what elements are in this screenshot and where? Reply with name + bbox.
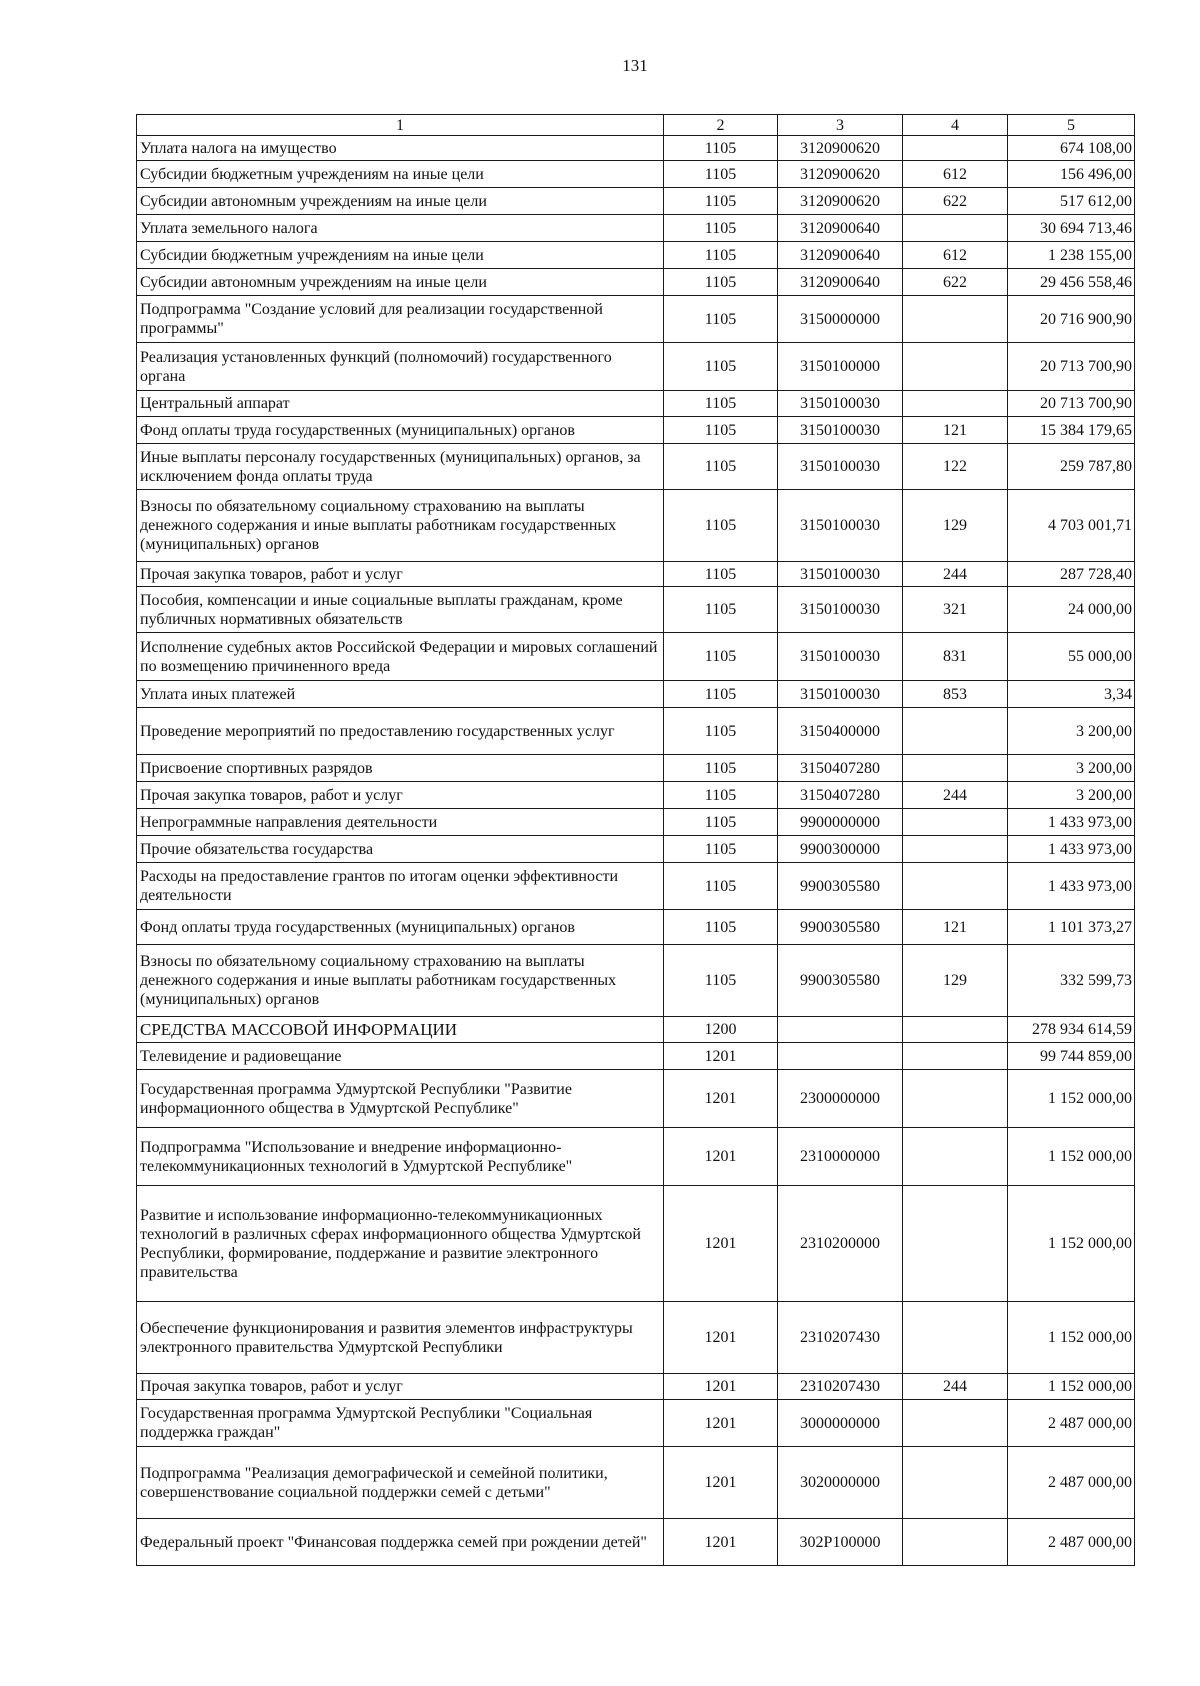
row-amount-cell: 517 612,00 — [1008, 188, 1135, 215]
row-type-cell: 622 — [903, 269, 1008, 296]
row-type-cell: 612 — [903, 242, 1008, 269]
row-section-cell: 1105 — [664, 215, 778, 242]
row-amount-cell: 1 152 000,00 — [1008, 1186, 1135, 1302]
row-target-cell: 3150100030 — [778, 490, 903, 562]
row-name-cell: Прочая закупка товаров, работ и услуг — [137, 782, 664, 809]
row-name-cell: Прочая закупка товаров, работ и услуг — [137, 1374, 664, 1400]
table-row — [137, 782, 1135, 809]
row-target-cell: 3150400000 — [778, 708, 903, 755]
row-target-cell: 2300000000 — [778, 1070, 903, 1128]
row-name-cell: Подпрограмма "Создание условий для реализации государственной программы" — [137, 296, 664, 343]
row-type-cell — [903, 1070, 1008, 1128]
table-header-row — [137, 115, 1135, 136]
row-name-cell: Иные выплаты персоналу государственных (муниципальных) органов, за исключением фонда оплаты труда — [137, 444, 664, 490]
row-amount-cell: 3 200,00 — [1008, 782, 1135, 809]
row-amount-cell: 1 152 000,00 — [1008, 1128, 1135, 1186]
row-type-cell — [903, 809, 1008, 836]
row-name-cell: Государственная программа Удмуртской Республики "Развитие информационного общества в Удмуртской Республике" — [137, 1070, 664, 1128]
row-type-cell — [903, 1186, 1008, 1302]
row-type-cell — [903, 1400, 1008, 1447]
table-row — [137, 1186, 1135, 1302]
table-row — [137, 562, 1135, 587]
row-name-cell: Подпрограмма "Использование и внедрение информационно-телекоммуникационных технологий в Удмуртской Республике" — [137, 1128, 664, 1186]
column-header-2: 2 — [664, 115, 778, 136]
row-type-cell — [903, 1519, 1008, 1566]
row-section-cell: 1105 — [664, 242, 778, 269]
table-row — [137, 863, 1135, 910]
row-target-cell: 3150100030 — [778, 562, 903, 587]
row-type-cell: 244 — [903, 1374, 1008, 1400]
row-target-cell: 9900305580 — [778, 945, 903, 1017]
table-row — [137, 136, 1135, 161]
table-row — [137, 1302, 1135, 1374]
table-row — [137, 215, 1135, 242]
row-target-cell: 3120900640 — [778, 242, 903, 269]
row-section-cell: 1201 — [664, 1400, 778, 1447]
row-target-cell: 3120900640 — [778, 269, 903, 296]
table-row — [137, 1447, 1135, 1519]
row-section-cell: 1105 — [664, 708, 778, 755]
table-row — [137, 444, 1135, 490]
row-section-cell: 1201 — [664, 1070, 778, 1128]
row-amount-cell: 2 487 000,00 — [1008, 1519, 1135, 1566]
row-name-cell: Фонд оплаты труда государственных (муниципальных) органов — [137, 417, 664, 444]
row-target-cell: 9900305580 — [778, 910, 903, 945]
row-name-cell: Пособия, компенсации и иные социальные выплаты гражданам, кроме публичных нормативных обязательств — [137, 587, 664, 633]
table-row — [137, 945, 1135, 1017]
row-name-cell: Исполнение судебных актов Российской Федерации и мировых соглашений по возмещению причиненного вреда — [137, 633, 664, 681]
row-target-cell: 302P100000 — [778, 1519, 903, 1566]
row-target-cell: 2310207430 — [778, 1302, 903, 1374]
row-name-cell: Реализация установленных функций (полномочий) государственного органа — [137, 343, 664, 391]
row-amount-cell: 15 384 179,65 — [1008, 417, 1135, 444]
row-section-cell: 1201 — [664, 1447, 778, 1519]
row-section-cell: 1201 — [664, 1519, 778, 1566]
row-type-cell — [903, 1302, 1008, 1374]
row-name-cell: Субсидии автономным учреждениям на иные цели — [137, 269, 664, 296]
row-section-cell: 1105 — [664, 296, 778, 343]
row-section-cell: 1200 — [664, 1017, 778, 1043]
column-header-3: 3 — [778, 115, 903, 136]
table-row — [137, 809, 1135, 836]
row-name-cell: Прочие обязательства государства — [137, 836, 664, 863]
row-amount-cell: 20 713 700,90 — [1008, 391, 1135, 417]
table-row — [137, 681, 1135, 708]
table-row — [137, 1043, 1135, 1070]
row-name-cell: Субсидии бюджетным учреждениям на иные цели — [137, 242, 664, 269]
row-amount-cell: 4 703 001,71 — [1008, 490, 1135, 562]
table-row — [137, 296, 1135, 343]
row-section-cell: 1105 — [664, 633, 778, 681]
row-type-cell: 853 — [903, 681, 1008, 708]
row-name-cell: Присвоение спортивных разрядов — [137, 755, 664, 782]
row-target-cell: 3150100030 — [778, 444, 903, 490]
row-name-cell: Подпрограмма "Реализация демографической и семейной политики, совершенствование социальной поддержки семей с детьми" — [137, 1447, 664, 1519]
row-section-cell: 1201 — [664, 1043, 778, 1070]
row-amount-cell: 287 728,40 — [1008, 562, 1135, 587]
table-row — [137, 1017, 1135, 1043]
row-type-cell — [903, 1447, 1008, 1519]
row-type-cell — [903, 863, 1008, 910]
row-section-cell: 1105 — [664, 136, 778, 161]
row-type-cell: 121 — [903, 910, 1008, 945]
table-row — [137, 1374, 1135, 1400]
row-section-cell: 1201 — [664, 1186, 778, 1302]
table-row — [137, 1400, 1135, 1447]
row-amount-cell: 1 433 973,00 — [1008, 836, 1135, 863]
row-type-cell: 121 — [903, 417, 1008, 444]
row-amount-cell: 1 433 973,00 — [1008, 809, 1135, 836]
row-name-cell: Фонд оплаты труда государственных (муниципальных) органов — [137, 910, 664, 945]
row-type-cell — [903, 343, 1008, 391]
row-amount-cell: 24 000,00 — [1008, 587, 1135, 633]
row-target-cell — [778, 1017, 903, 1043]
row-amount-cell: 20 713 700,90 — [1008, 343, 1135, 391]
row-section-cell: 1105 — [664, 562, 778, 587]
row-section-cell: 1201 — [664, 1128, 778, 1186]
table-row — [137, 417, 1135, 444]
row-name-cell: Прочая закупка товаров, работ и услуг — [137, 562, 664, 587]
row-section-cell: 1105 — [664, 417, 778, 444]
table-row — [137, 1070, 1135, 1128]
row-target-cell: 3150100030 — [778, 633, 903, 681]
table-row — [137, 910, 1135, 945]
row-section-cell: 1105 — [664, 343, 778, 391]
row-type-cell: 244 — [903, 782, 1008, 809]
row-amount-cell: 1 433 973,00 — [1008, 863, 1135, 910]
row-target-cell: 3150100030 — [778, 587, 903, 633]
row-type-cell — [903, 1043, 1008, 1070]
row-type-cell — [903, 755, 1008, 782]
row-name-cell: Федеральный проект "Финансовая поддержка семей при рождении детей" — [137, 1519, 664, 1566]
table-row — [137, 587, 1135, 633]
row-amount-cell: 259 787,80 — [1008, 444, 1135, 490]
row-amount-cell: 55 000,00 — [1008, 633, 1135, 681]
row-section-cell: 1105 — [664, 188, 778, 215]
row-amount-cell: 2 487 000,00 — [1008, 1400, 1135, 1447]
row-target-cell — [778, 1043, 903, 1070]
row-target-cell: 9900000000 — [778, 809, 903, 836]
row-target-cell: 2310200000 — [778, 1186, 903, 1302]
row-name-cell: Уплата налога на имущество — [137, 136, 664, 161]
row-name-cell: СРЕДСТВА МАССОВОЙ ИНФОРМАЦИИ — [137, 1017, 664, 1043]
row-name-cell: Уплата иных платежей — [137, 681, 664, 708]
row-section-cell: 1105 — [664, 755, 778, 782]
row-section-cell: 1201 — [664, 1302, 778, 1374]
row-name-cell: Взносы по обязательному социальному страхованию на выплаты денежного содержания и иные выплаты работникам государственных (муниципальных) органов — [137, 490, 664, 562]
row-section-cell: 1105 — [664, 444, 778, 490]
row-name-cell: Непрограммные направления деятельности — [137, 809, 664, 836]
table-row — [137, 242, 1135, 269]
row-target-cell: 3150100030 — [778, 391, 903, 417]
row-section-cell: 1105 — [664, 782, 778, 809]
table-row — [137, 755, 1135, 782]
row-name-cell: Центральный аппарат — [137, 391, 664, 417]
row-amount-cell: 29 456 558,46 — [1008, 269, 1135, 296]
row-target-cell: 2310000000 — [778, 1128, 903, 1186]
row-section-cell: 1105 — [664, 269, 778, 296]
row-amount-cell: 20 716 900,90 — [1008, 296, 1135, 343]
row-section-cell: 1105 — [664, 681, 778, 708]
row-name-cell: Субсидии бюджетным учреждениям на иные цели — [137, 161, 664, 188]
table-row — [137, 490, 1135, 562]
row-section-cell: 1105 — [664, 391, 778, 417]
row-amount-cell: 2 487 000,00 — [1008, 1447, 1135, 1519]
row-amount-cell: 1 152 000,00 — [1008, 1070, 1135, 1128]
row-target-cell: 3020000000 — [778, 1447, 903, 1519]
row-type-cell — [903, 215, 1008, 242]
row-target-cell: 3150000000 — [778, 296, 903, 343]
row-amount-cell: 1 152 000,00 — [1008, 1302, 1135, 1374]
row-name-cell: Государственная программа Удмуртской Республики "Социальная поддержка граждан" — [137, 1400, 664, 1447]
row-target-cell: 3120900640 — [778, 215, 903, 242]
row-amount-cell: 3 200,00 — [1008, 755, 1135, 782]
row-amount-cell: 3,34 — [1008, 681, 1135, 708]
row-amount-cell: 1 238 155,00 — [1008, 242, 1135, 269]
row-type-cell: 129 — [903, 490, 1008, 562]
row-type-cell — [903, 136, 1008, 161]
row-target-cell: 2310207430 — [778, 1374, 903, 1400]
table-row — [137, 1128, 1135, 1186]
row-amount-cell: 278 934 614,59 — [1008, 1017, 1135, 1043]
row-target-cell: 3150100030 — [778, 417, 903, 444]
row-type-cell — [903, 708, 1008, 755]
row-target-cell: 3150407280 — [778, 782, 903, 809]
row-name-cell: Взносы по обязательному социальному страхованию на выплаты денежного содержания и иные выплаты работникам государственных (муниципальных) органов — [137, 945, 664, 1017]
row-name-cell: Обеспечение функционирования и развития элементов инфраструктуры электронного правительства Удмуртской Республики — [137, 1302, 664, 1374]
row-name-cell: Телевидение и радиовещание — [137, 1043, 664, 1070]
row-name-cell: Расходы на предоставление грантов по итогам оценки эффективности деятельности — [137, 863, 664, 910]
row-target-cell: 3000000000 — [778, 1400, 903, 1447]
table-row — [137, 708, 1135, 755]
row-section-cell: 1105 — [664, 161, 778, 188]
row-amount-cell: 30 694 713,46 — [1008, 215, 1135, 242]
row-amount-cell: 1 101 373,27 — [1008, 910, 1135, 945]
column-header-1: 1 — [137, 115, 664, 136]
page-number: 131 — [622, 56, 648, 75]
row-type-cell — [903, 391, 1008, 417]
row-section-cell: 1201 — [664, 1374, 778, 1400]
row-section-cell: 1105 — [664, 910, 778, 945]
row-target-cell: 3120900620 — [778, 161, 903, 188]
column-header-5: 5 — [1008, 115, 1135, 136]
table-body — [137, 136, 1135, 1566]
row-type-cell — [903, 1128, 1008, 1186]
table-row — [137, 343, 1135, 391]
table-row — [137, 391, 1135, 417]
row-type-cell — [903, 1017, 1008, 1043]
row-type-cell: 129 — [903, 945, 1008, 1017]
row-name-cell: Уплата земельного налога — [137, 215, 664, 242]
row-target-cell: 3150100000 — [778, 343, 903, 391]
row-section-cell: 1105 — [664, 490, 778, 562]
row-section-cell: 1105 — [664, 809, 778, 836]
row-section-cell: 1105 — [664, 836, 778, 863]
row-type-cell: 612 — [903, 161, 1008, 188]
row-type-cell: 622 — [903, 188, 1008, 215]
budget-table — [136, 114, 1135, 1566]
row-type-cell: 244 — [903, 562, 1008, 587]
row-target-cell: 9900305580 — [778, 863, 903, 910]
row-target-cell: 3120900620 — [778, 188, 903, 215]
row-type-cell: 321 — [903, 587, 1008, 633]
row-type-cell: 831 — [903, 633, 1008, 681]
row-section-cell: 1105 — [664, 863, 778, 910]
table-row — [137, 188, 1135, 215]
row-amount-cell: 332 599,73 — [1008, 945, 1135, 1017]
row-target-cell: 3120900620 — [778, 136, 903, 161]
row-name-cell: Субсидии автономным учреждениям на иные цели — [137, 188, 664, 215]
row-target-cell: 3150407280 — [778, 755, 903, 782]
row-target-cell: 3150100030 — [778, 681, 903, 708]
column-header-4: 4 — [903, 115, 1008, 136]
table-row — [137, 1519, 1135, 1566]
row-name-cell: Развитие и использование информационно-телекоммуникационных технологий в различных сферах информационного общества Удмуртской Республики, формирование, поддержание и развитие электронного правительства — [137, 1186, 664, 1302]
table-row — [137, 269, 1135, 296]
row-section-cell: 1105 — [664, 587, 778, 633]
table-row — [137, 633, 1135, 681]
row-section-cell: 1105 — [664, 945, 778, 1017]
table-row — [137, 161, 1135, 188]
row-type-cell — [903, 296, 1008, 343]
row-amount-cell: 3 200,00 — [1008, 708, 1135, 755]
row-amount-cell: 1 152 000,00 — [1008, 1374, 1135, 1400]
row-amount-cell: 674 108,00 — [1008, 136, 1135, 161]
row-target-cell: 9900300000 — [778, 836, 903, 863]
row-amount-cell: 99 744 859,00 — [1008, 1043, 1135, 1070]
row-type-cell — [903, 836, 1008, 863]
row-name-cell: Проведение мероприятий по предоставлению государственных услуг — [137, 708, 664, 755]
table-row — [137, 836, 1135, 863]
row-type-cell: 122 — [903, 444, 1008, 490]
row-amount-cell: 156 496,00 — [1008, 161, 1135, 188]
